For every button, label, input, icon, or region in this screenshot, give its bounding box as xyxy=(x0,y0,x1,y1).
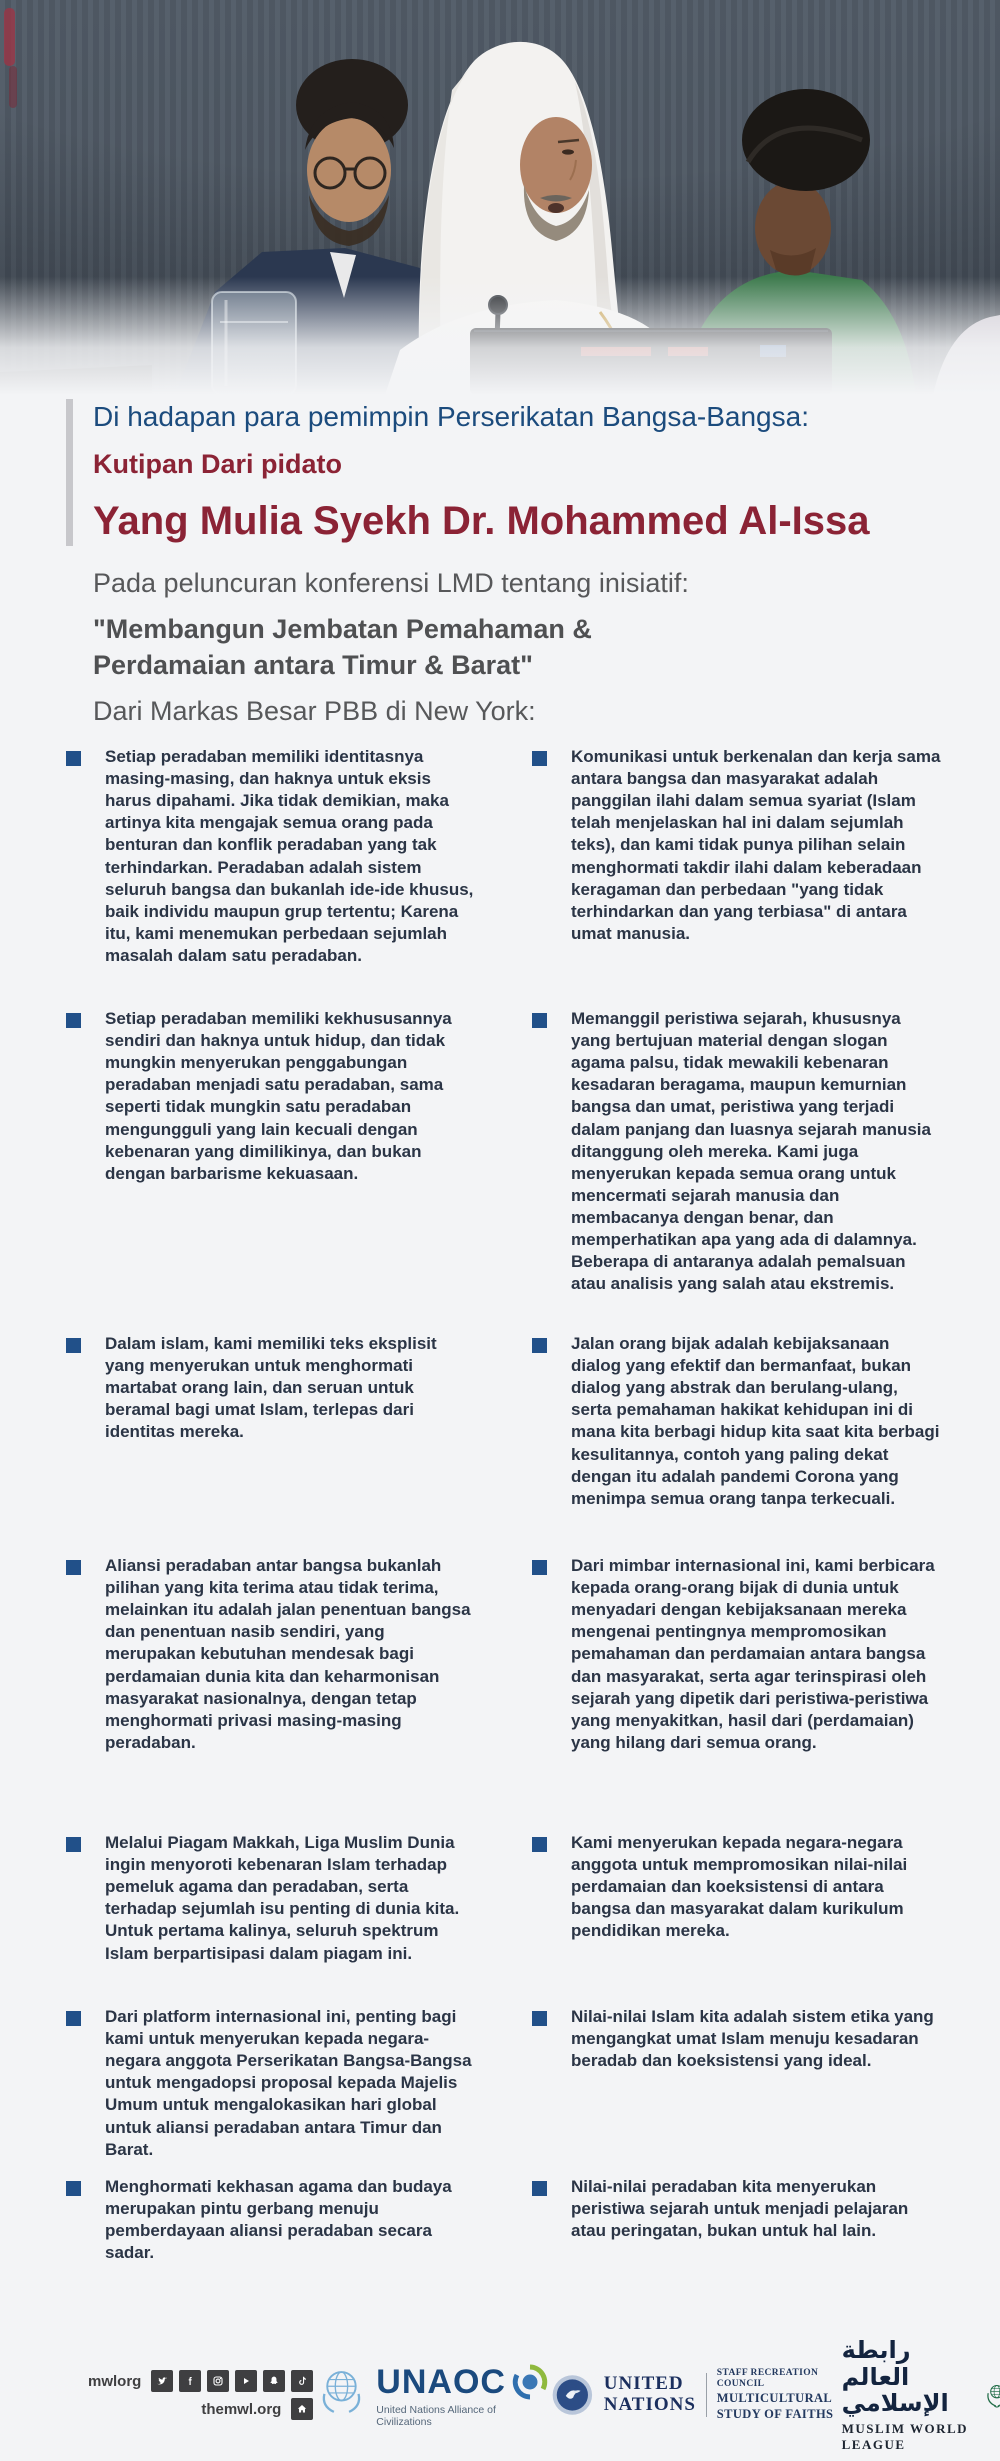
youtube-icon[interactable] xyxy=(235,2370,257,2392)
quote-text: Dalam islam, kami memiliki teks eksplisit yang menyerukan untuk menghormati martabat orang lain, dan seruan untuk beramal bagi umat Islam, terlepas dari identitas mereka. xyxy=(105,1334,437,1442)
quote-item xyxy=(66,746,476,1008)
mwl-arabic-name: رابطة العالم الإسلامي xyxy=(841,2336,949,2418)
quote-text: Komunikasi untuk berkenalan dan kerja sama antara bangsa dan masyarakat adalah panggilan ilahi dalam semua syariat (Islam telah menjelaskan hal ini dalam sejumlah teks), dan kami tidak punya pilihan selain menghormati takdir ilahi dalam keberadaan keragaman dan perbedaan "yang tidak terhindarkan dan yang terbiasa" di antara umat manusia. xyxy=(571,747,941,943)
quote-label: Kutipan Dari pidato xyxy=(93,449,342,480)
quote-item xyxy=(66,2006,476,2176)
quotes-grid xyxy=(0,746,1000,2264)
quote-text: Kami menyerukan kepada negara-negara anggota untuk mempromosikan nilai-nilai perdamaian dan koeksistensi di antara bangsa dan masyarakat dalam kurikulum pendidikan mereka. xyxy=(571,1833,908,1941)
quote-item xyxy=(532,2176,942,2242)
quote-text: Dari platform internasional ini, penting bagi kami untuk menyerukan kepada negara-negara anggota Perserikatan Bangsa-Bangsa untuk mengadopsi proposal kepada Majelis Umum untuk mengalokasikan hari global untuk aliansi peradaban antara Timur dan Barat. xyxy=(105,2007,472,2159)
mwl-site[interactable]: themwl.org xyxy=(201,2400,282,2418)
bullet-square-icon xyxy=(66,1013,81,1028)
quote-item xyxy=(532,1832,942,1942)
quote-text: Jalan orang bijak adalah kebijaksanaan dialog yang efektif dan bermanfaat, bukan dialog yang abstrak dan berulang-ulang, serta pemahaman hakikat kehidupan ini di mana kita berbagi hidup kita saat kita berbagi kesulitannya, contoh yang paling dekat dengan itu adalah pandemi Corona yang menimpa semua orang tanpa terkecuali. xyxy=(571,1334,940,1508)
council-line3: STUDY OF FAITHS xyxy=(716,2406,834,2421)
un-emblem-icon xyxy=(313,2362,370,2420)
quote-item xyxy=(66,2176,476,2264)
quote-text: Melalui Piagam Makkah, Liga Muslim Dunia ingin menyoroti kebenaran Islam terhadap pemeluk agama dan peradaban, serta terhadap sejumlah isu penting di dunia kita. Untuk pertama kalinya, seluruh spektrum Islam berpartisipasi dalam piagam ini. xyxy=(105,1833,460,1963)
attendee-right-figure xyxy=(690,89,916,395)
quote-text: Dari mimbar internasional ini, kami berbicara kepada orang-orang bijak di dunia untuk menyadari dengan kebijaksanaan mereka mengenai pentingnya mempromosikan pemahaman dan perdamaian antara bangsa dan masyarakat, serta agar terinspirasi oleh sejarah yang dipetik dari peristiwa-peristiwa yang menyakitkan, hasil dari (perdamaian) yang hilang dari semua orang. xyxy=(571,1556,935,1752)
bullet-square-icon xyxy=(532,1338,547,1353)
un-name-line2: NATIONS xyxy=(603,2394,696,2415)
bullet-square-icon xyxy=(66,1338,81,1353)
unaoc-logo xyxy=(313,2362,551,2428)
quote-text: Setiap peradaban memiliki identitasnya masing-masing, dan haknya untuk eksis harus dipahami. Jika tidak demikian, maka artinya kita mengajak semua orang pada benturan dan konflik peradaban yang tak terhindarkan. Peradaban adalah sistem seluruh bangsa dan bukanlah ide-ide khusus, baik individu maupun grup tertentu; Karena itu, kami menemukan perbedaan sejumlah masalah dalam satu peradaban. xyxy=(105,747,474,965)
attendee-left-figure xyxy=(175,59,452,395)
facebook-icon[interactable] xyxy=(179,2370,201,2392)
bullet-square-icon xyxy=(532,751,547,766)
event-line: Pada peluncuran konferensi LMD tentang inisiatif: xyxy=(93,568,689,599)
social-block xyxy=(88,2370,313,2420)
snapchat-icon[interactable] xyxy=(263,2370,285,2392)
bullet-square-icon xyxy=(532,2181,547,2196)
quote-item xyxy=(66,1008,476,1333)
table-foreground xyxy=(0,292,832,395)
bullet-square-icon xyxy=(66,2011,81,2026)
kicker-line: Di hadapan para pemimpin Perserikatan Bangsa-Bangsa: xyxy=(93,401,809,432)
council-line2: MULTICULTURAL xyxy=(716,2391,833,2406)
quote-text: Nilai-nilai peradaban kita menyerukan peristiwa sejarah untuk menjadi pelajaran atau peringatan, bukan untuk hal lain. xyxy=(571,2177,909,2241)
footer xyxy=(0,2336,1000,2452)
quote-item xyxy=(66,1333,476,1555)
unaoc-acronym: UNAOC xyxy=(376,2362,506,2401)
social-row xyxy=(88,2398,313,2420)
quote-item xyxy=(532,1008,942,1295)
header-section xyxy=(0,395,1000,730)
council-line1: STAFF RECREATION COUNCIL xyxy=(716,2367,819,2390)
location-line: Dari Markas Besar PBB di New York: xyxy=(93,696,536,727)
quote-text: Setiap peradaban memiliki kekhususannya sendiri dan haknya untuk hidup, dan tidak mungkin menyerukan penggabungan peradaban menjadi satu peradaban, sama seperti tidak mungkin satu peradaban mengungguli yang lain kecuali dengan kebenaran yang dimilikinya, dan bukan dengan barbarisme kekuasaan. xyxy=(105,1009,452,1183)
speaker-figure xyxy=(385,42,684,395)
united-nations-logo xyxy=(551,2368,842,2423)
home-icon[interactable] xyxy=(291,2398,313,2420)
conference-photo xyxy=(0,0,1000,395)
bullet-square-icon xyxy=(532,1013,547,1028)
tiktok-icon[interactable] xyxy=(291,2370,313,2392)
quote-item xyxy=(532,1555,942,1754)
unaoc-swirl-icon xyxy=(510,2362,550,2402)
bullet-square-icon xyxy=(532,2011,547,2026)
bullet-square-icon xyxy=(532,1837,547,1852)
mwl-emblem-icon xyxy=(983,2368,1000,2423)
shoulder-drape xyxy=(468,230,562,395)
bullet-square-icon xyxy=(66,1560,81,1575)
quote-text: Menghormati kekhasan agama dan budaya merupakan pintu gerbang menuju pemberdayaan aliansi peradaban secara sadar. xyxy=(105,2177,452,2263)
quote-item xyxy=(532,746,942,945)
mwl-logo xyxy=(842,2337,1000,2452)
un-name-line1: UNITED xyxy=(603,2373,684,2395)
un-dove-emblem-icon xyxy=(551,2369,594,2421)
initiative-title: "Membangun Jembatan Pemahaman & Perdamaian antara Timur & Barat" xyxy=(93,614,592,681)
quote-text: Memanggil peristiwa sejarah, khususnya yang bertujuan material dengan slogan agama palsu, tidak mewakili kebenaran kesadaran beragama, maupun kemurnian bangsa dan umat, peristiwa yang terjadi dalam panjang dan luasnya sejarah manusia ditanggung oleh mereka. Kami juga menyerukan kepada semua orang untuk mencermati sejarah manusia dan membacanya dengan benar, dan memperhatikan apa yang ada di dalamnya. Beberapa di antaranya adalah pemalsuan atau analisis yang salah atau ekstremis. xyxy=(571,1009,931,1294)
quote-item xyxy=(532,2006,942,2072)
bullet-square-icon xyxy=(532,1560,547,1575)
photo-illustration xyxy=(0,0,1000,395)
bullet-square-icon xyxy=(66,751,81,766)
bullet-square-icon xyxy=(66,2181,81,2196)
mwl-handle: mwlorg xyxy=(88,2372,142,2390)
social-row xyxy=(88,2370,313,2392)
quote-text: Aliansi peradaban antar bangsa bukanlah pilihan yang kita terima atau tidak terima, melainkan itu adalah jalan penentuan bangsa dan penentuan nasib sendiri, yang merupakan kebutuhan mendesak bagi perdamaian dunia kita dan keharmonisan masyarakat nasionalnya, dengan tetap menghormati privasi masing-masing peradaban. xyxy=(105,1556,471,1752)
instagram-icon[interactable] xyxy=(207,2370,229,2392)
edge-attendee-arm xyxy=(933,315,1000,395)
mwl-english-name: MUSLIM WORLD LEAGUE xyxy=(841,2420,969,2452)
page-title: Yang Mulia Syekh Dr. Mohammed Al-Issa xyxy=(93,499,870,544)
divider xyxy=(706,2373,707,2417)
title-group xyxy=(66,399,940,546)
unaoc-caption: United Nations Alliance of Civilizations xyxy=(376,2404,496,2428)
quote-item xyxy=(66,1555,476,1832)
twitter-icon[interactable] xyxy=(151,2370,173,2392)
quote-text: Nilai-nilai Islam kita adalah sistem etika yang mengangkat umat Islam menuju kesadaran beradab dan koeksistensi yang ideal. xyxy=(571,2007,934,2071)
subtitle-group xyxy=(93,566,940,730)
quote-item xyxy=(66,1832,476,2006)
bullet-square-icon xyxy=(66,1837,81,1852)
quote-item xyxy=(532,1333,942,1510)
